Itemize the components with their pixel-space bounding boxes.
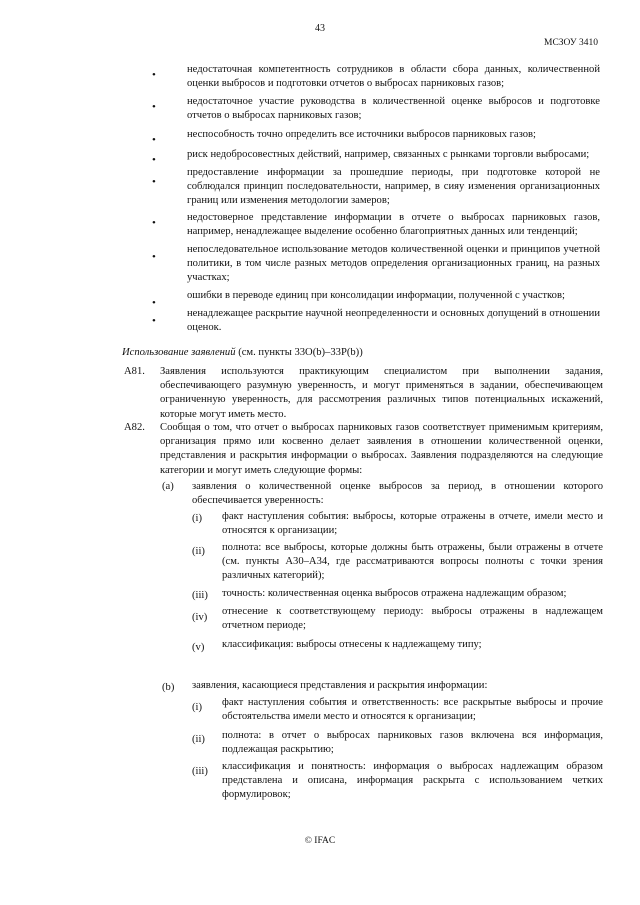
sublist-item: классификация: выбросы отнесены к надлежащему типу; — [222, 639, 482, 650]
bullet-item: недостоверное представление информации в отчете о выбросах парниковых газов, например, ненадлежащее выделение особенно благоприятных данных или тенденций; — [187, 212, 600, 238]
page-number: 43 — [315, 23, 325, 34]
list-label: (a) — [162, 481, 174, 492]
sublist-label: (ii) — [192, 546, 205, 557]
section-reference: (см. пункты 33O(b)–33P(b)) — [238, 347, 363, 358]
bullet-icon: • — [152, 176, 156, 188]
bullet-item: ненадлежащее раскрытие научной неопределенности и основных допущений в отношении оценок. — [187, 308, 600, 334]
list-label: (b) — [162, 682, 175, 693]
bullet-icon: • — [152, 101, 156, 113]
bullet-item: риск недобросовестных действий, например, связанных с рынками торговли выбросами; — [187, 149, 590, 160]
paragraph-a82: Сообщая о том, что отчет о выбросах парниковых газов соответствует применимым критериям, организация прямо или косвенно делает заявления в отношении количественной оценки, представления и раскрытия информации о выбросах. Заявления подразделяются на следующие категории и могут иметь следующие формы: — [160, 422, 603, 476]
sublist-item: отнесение к соответствующему периоду: выбросы отражены в надлежащем отчетном периоде; — [222, 606, 603, 632]
bullet-item: недостаточная компетентность сотрудников в области сбора данных, количественной оценки выбросов и подготовки отчетов о выбросах парниковых газов; — [187, 64, 600, 90]
bullet-icon: • — [152, 297, 156, 309]
sublist-item: классификация и понятность: информация о выбросах надлежащим образом представлена и описана, информация раскрыта с использованием четких формулировок; — [222, 761, 603, 801]
bullet-item: непоследовательное использование методов количественной оценки и принципов учетной политики, в том числе разных методов определения организационных границ, на разных участках; — [187, 244, 600, 284]
sublist-label: (ii) — [192, 734, 205, 745]
list-b-intro: заявления, касающиеся представления и раскрытия информации: — [192, 680, 488, 691]
sublist-label: (i) — [192, 513, 202, 524]
sublist-label: (iii) — [192, 590, 208, 601]
list-a-intro: заявления о количественной оценке выбросов за период, в отношении которого обеспечивается уверенность: — [192, 481, 603, 507]
bullet-item: предоставление информации за прошедшие периоды, при подготовке которой не соблюдался принцип последовательности, например, в сияу изменения организационных границ или изменения методологии замеров; — [187, 167, 600, 207]
sublist-label: (i) — [192, 702, 202, 713]
paragraph-a81: Заявления используются практикующим специалистом при выполнении задания, обеспечивающего разумную уверенность, и могут применяться в задании, обеспечивающем ограниченную уверенность, для рассмотрения различных типов потенциальных искажений, которые могут иметь место. — [160, 366, 603, 420]
bullet-icon: • — [152, 217, 156, 229]
bullet-icon: • — [152, 154, 156, 166]
sublist-item: полнота: все выбросы, которые должны быть отражены, были отражены в отчете (см. пункты А30–А34, где рассматриваются вопросы полноты с точки зрения различных категорий); — [222, 542, 603, 582]
bullet-icon: • — [152, 69, 156, 81]
sublist-label: (iii) — [192, 766, 208, 777]
section-title: Использование заявлений — [122, 347, 236, 358]
sublist-label: (iv) — [192, 612, 208, 623]
bullet-icon: • — [152, 251, 156, 263]
sublist-item: полнота: в отчет о выбросах парниковых газов включена вся информация, подлежащая раскрытию; — [222, 730, 603, 756]
bullet-item: недостаточное участие руководства в количественной оценке выбросов и подготовке отчетов о выбросах парниковых газов; — [187, 96, 600, 122]
section-heading — [122, 346, 363, 360]
paragraph-label: A81. — [124, 366, 145, 377]
document-code: МСЗОУ 3410 — [544, 38, 598, 48]
bullet-icon: • — [152, 134, 156, 146]
bullet-item: неспособность точно определить все источники выбросов парниковых газов; — [187, 129, 536, 140]
sublist-item: факт наступления события: выбросы, которые отражены в отчете, имели место и относятся к организации; — [222, 511, 603, 537]
bullet-icon: • — [152, 315, 156, 327]
sublist-item: точность: количественная оценка выбросов отражена надлежащим образом; — [222, 588, 567, 599]
sublist-label: (v) — [192, 642, 205, 653]
paragraph-label: A82. — [124, 422, 145, 433]
footer-copyright: © IFAC — [304, 836, 336, 846]
sublist-item: факт наступления события и ответственность: все раскрытые выбросы и прочие обстоятельства имели место и относятся к организации; — [222, 697, 603, 723]
bullet-item: ошибки в переводе единиц при консолидации информации, полученной с участков; — [187, 290, 565, 301]
